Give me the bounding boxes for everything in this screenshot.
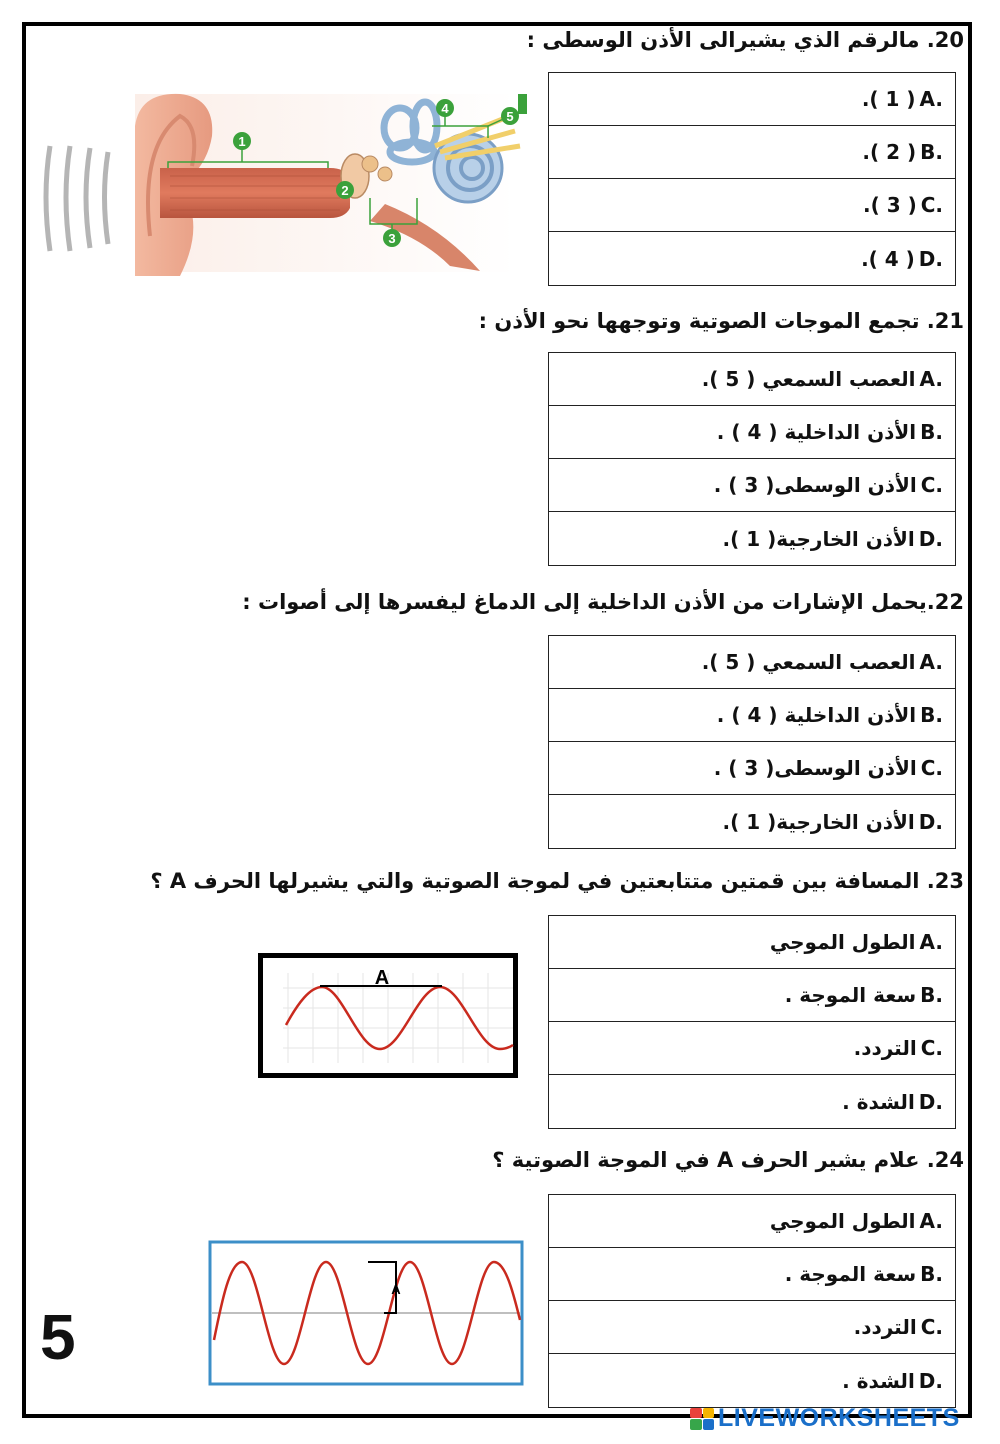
q22-option-d-letter: D.	[918, 809, 943, 834]
q22-option-a-letter: A.	[919, 650, 943, 674]
liveworksheets-logo-icon	[690, 1408, 714, 1430]
q21-option-c[interactable]	[549, 459, 955, 512]
q24-option-c-text: التردد.	[853, 1315, 917, 1339]
q24-option-d-text: الشدة .	[842, 1368, 915, 1393]
q24-option-b[interactable]	[549, 1248, 955, 1301]
q21-option-d-text: الأذن الخارجية( 1 ).	[722, 526, 915, 551]
q20-option-c-text: ( 3 ).	[862, 193, 917, 217]
q21-option-d-letter: D.	[918, 526, 943, 551]
ear-label-4: 4	[441, 101, 449, 116]
q24-option-d-letter: D.	[918, 1368, 943, 1393]
question-21-title: 21. تجمع الموجات الصوتية وتوجهها نحو الأذن :	[478, 309, 964, 333]
q23-option-d[interactable]	[549, 1075, 955, 1128]
q21-option-d[interactable]	[549, 512, 955, 565]
q22-option-b-text: الأذن الداخلية ( 4 ) .	[716, 703, 917, 727]
q23-option-a-letter: A.	[919, 930, 943, 954]
q21-option-b[interactable]	[549, 406, 955, 459]
q20-option-a-text: ( 1 ).	[861, 87, 916, 111]
q20-option-a[interactable]	[549, 73, 955, 126]
wavelength-label: A	[374, 967, 390, 989]
brand-name: LIVEWORKSHEETS	[718, 1404, 960, 1432]
wavelength-diagram	[258, 953, 518, 1078]
page-number: 5	[40, 1301, 76, 1373]
q24-option-b-letter: B.	[920, 1262, 943, 1286]
q20-option-a-letter: A.	[919, 87, 943, 111]
q20-option-b[interactable]	[549, 126, 955, 179]
q23-option-b-text: سعة الموجة .	[784, 983, 917, 1007]
q24-option-a[interactable]	[549, 1195, 955, 1248]
q23-option-a-text: الطول الموجي	[769, 930, 916, 954]
question-24-options	[548, 1194, 956, 1408]
q23-option-b-letter: B.	[920, 983, 943, 1007]
question-24-title: 24. علام يشير الحرف A في الموجة الصوتية ؟	[492, 1148, 964, 1172]
q21-option-c-letter: C.	[920, 473, 943, 497]
q22-option-a-text: العصب السمعي ( 5 ).	[701, 650, 916, 674]
q22-option-b-letter: B.	[920, 703, 943, 727]
q22-option-b[interactable]	[549, 689, 955, 742]
q20-option-c[interactable]	[549, 179, 955, 232]
q24-option-d[interactable]	[549, 1354, 955, 1407]
q20-option-b-letter: B.	[920, 140, 943, 164]
q23-option-c-letter: C.	[920, 1036, 943, 1060]
q22-option-d[interactable]	[549, 795, 955, 848]
ear-label-5: 5	[506, 109, 514, 124]
q21-option-a[interactable]	[549, 353, 955, 406]
ear-label-tab	[518, 94, 527, 114]
q24-option-a-letter: A.	[919, 1209, 943, 1233]
q23-option-b[interactable]	[549, 969, 955, 1022]
q21-option-b-text: الأذن الداخلية ( 4 ) .	[716, 420, 917, 444]
question-20-title: 20. مالرقم الذي يشيرالى الأذن الوسطى :	[526, 28, 964, 52]
q22-option-d-text: الأذن الخارجية( 1 ).	[722, 809, 915, 834]
question-23-options	[548, 915, 956, 1129]
q23-option-d-text: الشدة .	[842, 1089, 915, 1114]
amplitude-diagram	[208, 1240, 524, 1386]
ear-diagram	[40, 86, 532, 278]
ear-label-2: 2	[341, 183, 349, 198]
q24-option-c-letter: C.	[920, 1315, 943, 1339]
q22-option-c[interactable]	[549, 742, 955, 795]
q20-option-d-text: ( 4 ).	[861, 246, 915, 271]
ear-label-3: 3	[388, 231, 396, 246]
q24-option-a-text: الطول الموجي	[769, 1209, 916, 1233]
q20-option-c-letter: C.	[920, 193, 943, 217]
question-22-title: 22.يحمل الإشارات من الأذن الداخلية إلى الدماغ ليفسرها إلى أصوات :	[242, 590, 964, 614]
q20-option-b-text: ( 2 ).	[862, 140, 917, 164]
sound-wave-lines	[46, 146, 108, 251]
q23-option-c[interactable]	[549, 1022, 955, 1075]
q22-option-c-letter: C.	[920, 756, 943, 780]
q21-option-b-letter: B.	[920, 420, 943, 444]
ear-label-1: 1	[238, 134, 246, 149]
q21-option-c-text: الأذن الوسطى( 3 ) .	[713, 473, 917, 497]
q23-option-d-letter: D.	[918, 1089, 943, 1114]
q23-option-a[interactable]	[549, 916, 955, 969]
q21-option-a-letter: A.	[919, 367, 943, 391]
q24-option-c[interactable]	[549, 1301, 955, 1354]
q21-option-a-text: العصب السمعي ( 5 ).	[701, 367, 916, 391]
liveworksheets-watermark	[690, 1404, 960, 1433]
question-21-options	[548, 352, 956, 566]
amplitude-label: A	[391, 1282, 401, 1297]
q22-option-a[interactable]	[549, 636, 955, 689]
q23-option-c-text: التردد.	[853, 1036, 917, 1060]
q22-option-c-text: الأذن الوسطى( 3 ) .	[713, 756, 917, 780]
q20-option-d-letter: D.	[918, 246, 943, 271]
question-22-options	[548, 635, 956, 849]
q24-option-b-text: سعة الموجة .	[784, 1262, 917, 1286]
q20-option-d[interactable]	[549, 232, 955, 285]
question-23-title: 23. المسافة بين قمتين متتابعتين في لموجة الصوتية والتي يشيرلها الحرف A ؟	[150, 869, 964, 893]
question-20-options	[548, 72, 956, 286]
